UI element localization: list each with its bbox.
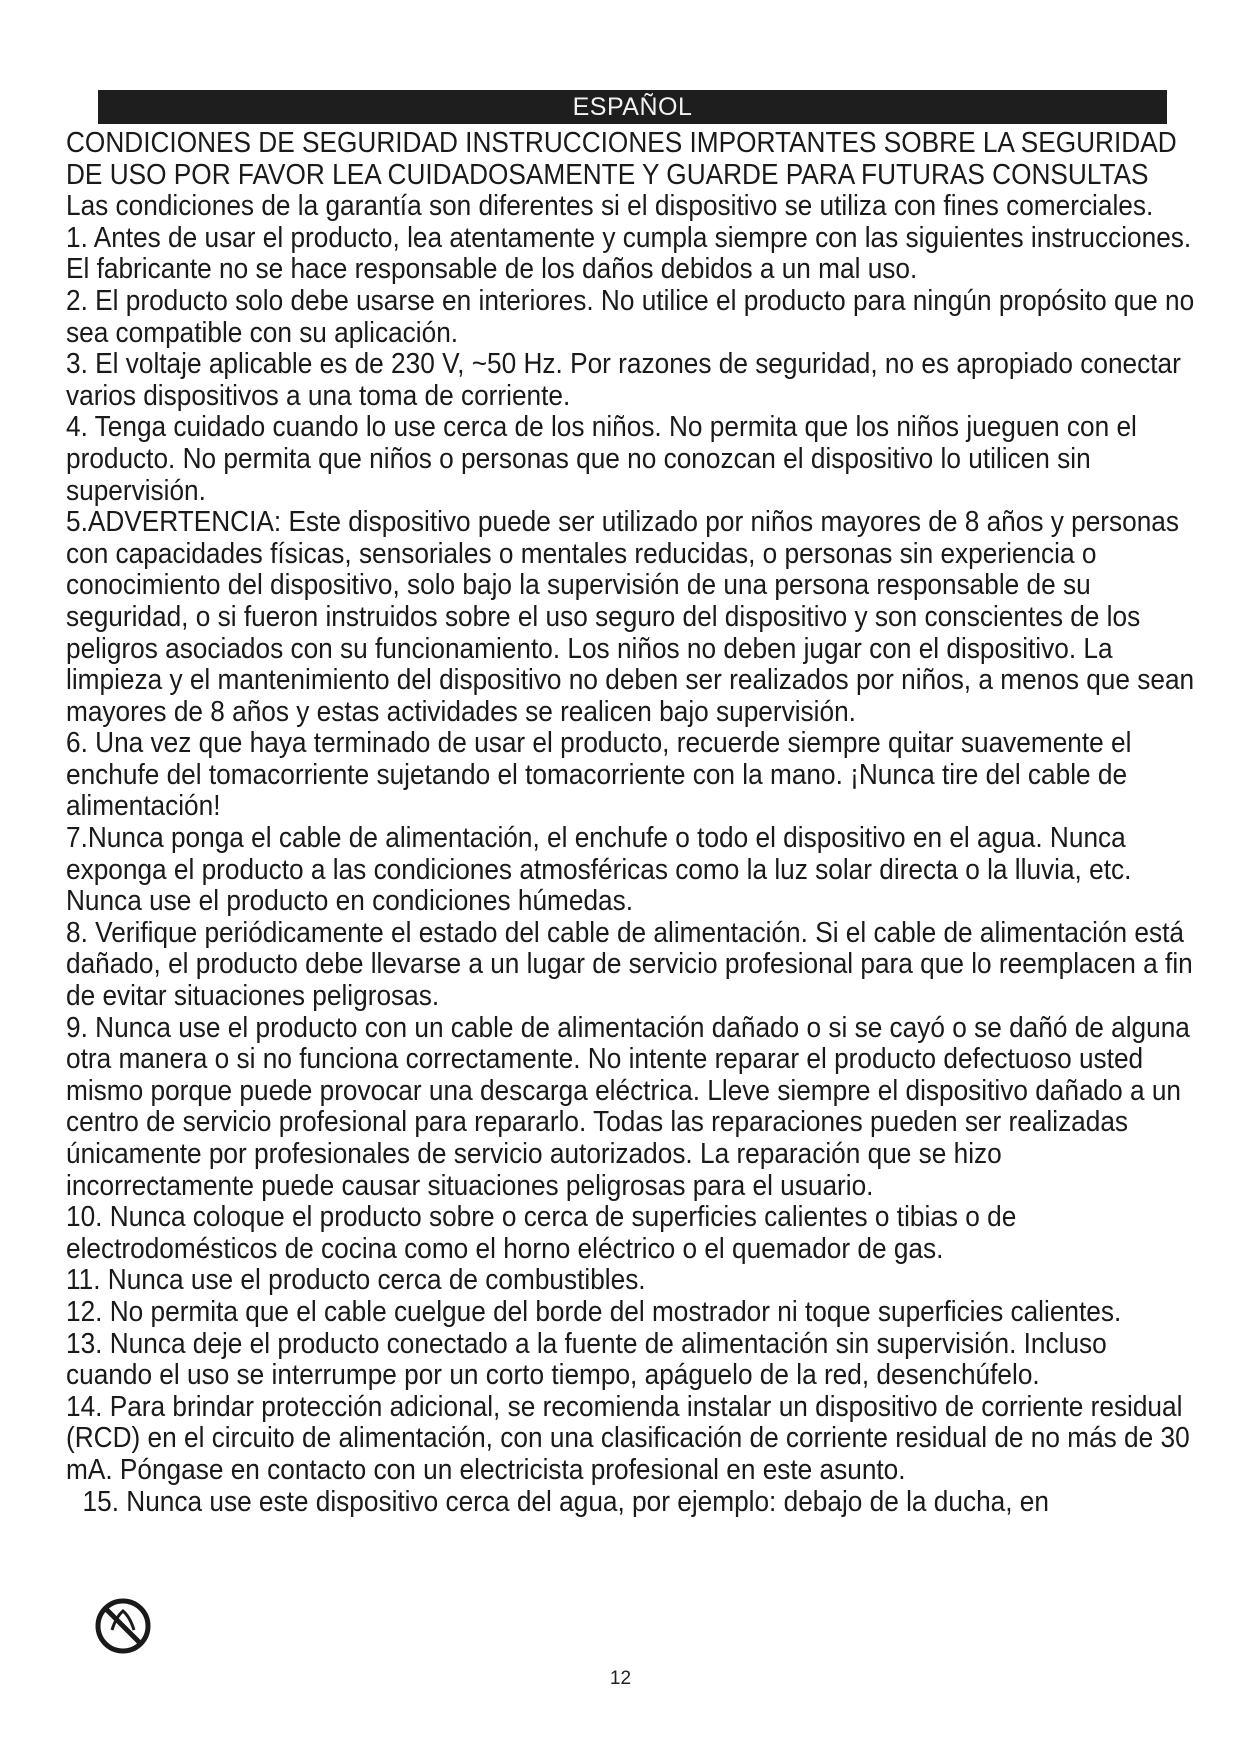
safety-item-8: 8. Verifique periódicamente el estado del cable de alimentación. Si el cable de alimentación está dañado, el producto debe llevarse a un lugar de servicio profesional para que lo reemplacen a fin de evitar situaciones peligrosas.	[66, 916, 1193, 1013]
safety-item-5: 5.ADVERTENCIA: Este dispositivo puede ser utilizado por niños mayores de 8 años y personas con capacidades físicas, sensoriales o mentales reducidas, o personas sin experiencia o conocimiento del dispositivo, solo bajo la supervisión de una persona responsable de su seguridad, o si fueron instruidos sobre el uso seguro del dispositivo y son conscientes de los peligros asociados con su funcionamiento. Los niños no deben jugar con el dispositivo. La limpieza y el mantenimiento del dispositivo no deben ser realizados por niños, a menos que sean mayores de 8 años y estas actividades se realicen bajo supervisión.	[66, 506, 1195, 728]
prohibited-icon	[94, 1597, 152, 1655]
safety-item-2: 2. El producto solo debe usarse en interiores. No utilice el producto para ningún propósito que no sea compatible con su aplicación.	[66, 284, 1195, 349]
safety-item-1: 1. Antes de usar el producto, lea atentamente y cumpla siempre con las siguientes instrucciones. El fabricante no se hace responsable de los daños debidos a un mal uso.	[66, 221, 1192, 286]
safety-item-3: 3. El voltaje aplicable es de 230 V, ~50 Hz. Por razones de seguridad, no es apropiado conectar varios dispositivos a una toma de corriente.	[66, 348, 1181, 412]
safety-item-14: 14. Para brindar protección adicional, se recomienda instalar un dispositivo de corriente residual (RCD) en el circuito de alimentación, con una clasificación de corriente residual de no más de 30 mA. Póngase en contacto con un electricista profesional en este asunto.	[66, 1390, 1190, 1486]
safety-item-10: 10. Nunca coloque el producto sobre o cerca de superficies calientes o tibias o de electrodomésticos de cocina como el horno eléctrico o el quemador de gas.	[66, 1201, 1017, 1265]
safety-item-12: 12. No permita que el cable cuelgue del borde del mostrador ni toque superficies calientes.	[66, 1295, 1122, 1328]
safety-title: CONDICIONES DE SEGURIDAD INSTRUCCIONES IMPORTANTES SOBRE LA SEGURIDAD DE USO POR FAVOR LEA CUIDADOSAMENTE Y GUARDE PARA FUTURAS CONSULTAS	[66, 127, 1177, 191]
safety-item-4: 4. Tenga cuidado cuando lo use cerca de los niños. No permita que los niños jueguen con el producto. No permita que niños o personas que no conozcan el dispositivo lo utilicen sin supervisión.	[66, 411, 1137, 507]
safety-item-7: 7.Nunca ponga el cable de alimentación, el enchufe o todo el dispositivo en el agua. Nunca exponga el producto a las condiciones atmosféricas como la luz solar directa o la lluvia, etc. Nunca use el producto en condiciones húmedas.	[66, 822, 1132, 918]
safety-item-6: 6. Una vez que haya terminado de usar el producto, recuerde siempre quitar suavemente el enchufe del tomacorriente sujetando el tomacorriente con la mano. ¡Nunca tire del cable de alimentación!	[66, 727, 1132, 823]
safety-text	[66, 127, 1195, 1518]
warranty-intro: Las condiciones de la garantía son diferentes si el dispositivo se utiliza con fines comerciales.	[66, 190, 1154, 223]
safety-item-15: 15. Nunca use este dispositivo cerca del agua, por ejemplo: debajo de la ducha, en	[82, 1485, 1049, 1518]
language-header: ESPAÑOL	[98, 90, 1167, 124]
page-number: 12	[609, 1668, 632, 1689]
safety-item-13: 13. Nunca deje el producto conectado a la fuente de alimentación sin supervisión. Incluso cuando el uso se interrumpe por un corto tiempo, apáguelo de la red, desenchúfelo.	[66, 1327, 1107, 1392]
safety-item-11: 11. Nunca use el producto cerca de combustibles.	[66, 1264, 646, 1297]
safety-item-9: 9. Nunca use el producto con un cable de alimentación dañado o si se cayó o se dañó de alguna otra manera o si no funciona correctamente. No intente reparar el producto defectuoso usted mismo porque puede provocar una descarga eléctrica. Lleve siempre el dispositivo dañado a un centro de servicio profesional para repararlo. Todas las reparaciones pueden ser realizadas únicamente por profesionales de servicio autorizados. La reparación que se hizo incorrectamente puede causar situaciones peligrosas para el usuario.	[66, 1011, 1190, 1202]
